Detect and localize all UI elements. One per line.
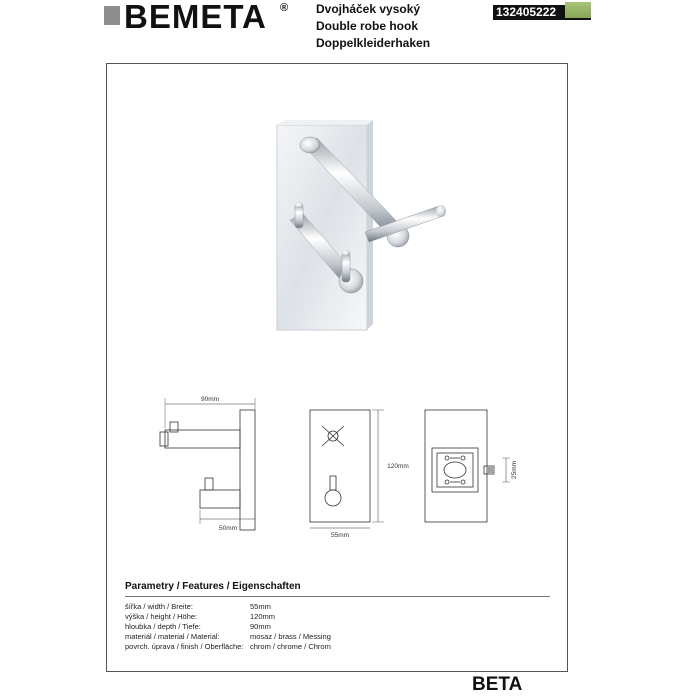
dim-front-width: 55mm [330, 532, 350, 539]
dim-side-width: 90mm [200, 396, 220, 403]
specs-divider [125, 596, 550, 597]
spec-row [125, 632, 425, 642]
specs-table [125, 602, 425, 652]
title-en: Double robe hook [316, 19, 418, 33]
spec-label: materiál / material / Material: [125, 632, 220, 641]
title-de: Doppelkleiderhaken [316, 36, 431, 50]
spec-row [125, 642, 425, 652]
product-photo [255, 110, 475, 340]
product-code: 132405222 [493, 5, 591, 20]
title-cz: Dvojháček vysoký [316, 2, 421, 16]
spec-row [125, 612, 425, 622]
code-badge-accent [565, 2, 591, 18]
technical-drawings [150, 380, 530, 540]
brand-logo [104, 2, 304, 38]
spec-value: 55mm [250, 602, 271, 611]
dim-side-depth: 50mm [218, 525, 238, 532]
spec-label: výška / height / Höhe: [125, 612, 198, 621]
dim-front-height: 120mm [387, 463, 409, 470]
product-titles [316, 1, 430, 52]
product-series: BETA [472, 674, 523, 695]
spec-value: chrom / chrome / Chrom [250, 642, 331, 651]
spec-value: mosaz / brass / Messing [250, 632, 331, 641]
spec-value: 90mm [250, 622, 271, 631]
spec-value: 120mm [250, 612, 276, 621]
specs-heading: Parametry / Features / Eigenschaften [125, 581, 301, 592]
spec-label: povrch. úprava / finish / Oberfläche: [125, 642, 244, 651]
spec-row [125, 602, 425, 612]
spec-label: hloubka / depth / Tiefe: [125, 622, 201, 631]
registered-mark: ® [280, 2, 289, 14]
spec-label: šířka / width / Breite: [125, 602, 193, 611]
brand-name: BEMETA [124, 0, 267, 35]
dim-back: 25mm [511, 460, 518, 480]
spec-row [125, 622, 425, 632]
logo-square-icon [104, 6, 120, 25]
